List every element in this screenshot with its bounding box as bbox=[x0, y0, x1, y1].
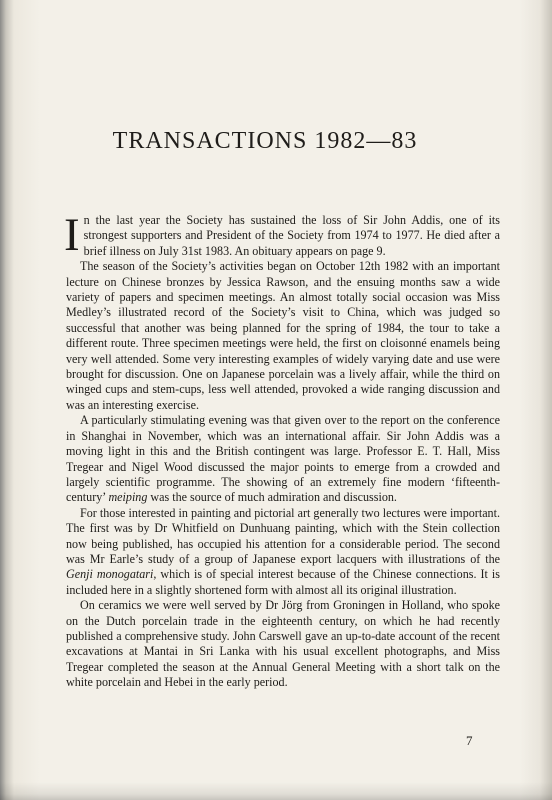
article-body bbox=[64, 209, 501, 691]
paragraph-5-text: On ceramics we were well served by Dr Jörg from Groningen in Holland, who spoke on the Dutch porcelain trade in the eighteenth century, on which he had recently published a comprehensive study. John Carswell gave an up-to-date account of the recent excavations at Mantai in Sri Lanka with his usual excellent photographs, and Miss Tregear completed the season at the Annual General Meeting with a short talk on the white porcelain and Hebei in the early period. bbox=[66, 598, 500, 690]
page-edge-shadow bbox=[0, 782, 552, 800]
paragraph-2-text: The season of the Society’s activities began on October 12th 1982 with an important lecture on Chinese bronzes by Jessica Rawson, and the ensuing months saw a wide variety of papers and specimen meetings. An almost totally social occasion was Miss Medley’s illustrated record of the Society’s visit to China, which was judged so successful that another was being planned for the spring of 1984, the tour to take a different route. Three specimen meetings were held, the first on cloisonné enamels being very well attended. Some very interesting examples of widely varying date and use were brought for discussion. One on Japanese porcelain was a lively affair, while the third on winged cups and stem-cups, less well attended, provoked a wide ranging discussion and was an interesting exercise. bbox=[66, 259, 500, 412]
paragraph-3-text: A particularly stimulating evening was that given over to the report on the conference in Shanghai in November, which was an international affair. Sir John Addis was a moving light in this and the British contingent was large. Professor E. T. Hall, Miss Tregear and Nigel Wood discussed the major points to emerge from a crowded and largely scientific programme. The showing of an extremely fine modern ‘fifteenth-century’ bbox=[66, 413, 500, 505]
paragraph-3-text-after: was the source of much admiration and discussion. bbox=[147, 490, 397, 505]
drop-cap: I bbox=[64, 209, 80, 261]
paragraph-4-text: For those interested in painting and pictorial art generally two lectures were important. The first was by Dr Whitfield on Dunhuang painting, which with the Stein collection now being published, has occupied his attention for a considerable period. The second was Mr Earle’s study of a group of Japanese export lacquers with illustrations of the bbox=[66, 505, 500, 566]
paragraph-3-italic: meiping bbox=[108, 490, 148, 505]
paragraph-4 bbox=[66, 506, 500, 598]
paragraph-1 bbox=[64, 209, 500, 261]
page-title: TRANSACTIONS 1982—83 bbox=[112, 128, 418, 154]
page-number: 7 bbox=[466, 733, 473, 748]
paragraph-5 bbox=[66, 598, 500, 690]
paragraph-2 bbox=[66, 259, 500, 413]
paragraph-4-italic: Genji monogatari bbox=[66, 567, 154, 582]
paragraph-1-text: n the last year the Society has sustained the loss of Sir John Addis, one of its strongest supporters and President of the Society from 1974 to 1977. He died after a brief illness on July 31st 1983. An obituary appears on page 9. bbox=[83, 213, 500, 258]
paragraph-3 bbox=[66, 413, 500, 505]
paragraph-4-text-after: , which is of special interest because of the Chinese connections. It is included here in a slightly shortened form with almost all its original illustration. bbox=[66, 567, 501, 597]
